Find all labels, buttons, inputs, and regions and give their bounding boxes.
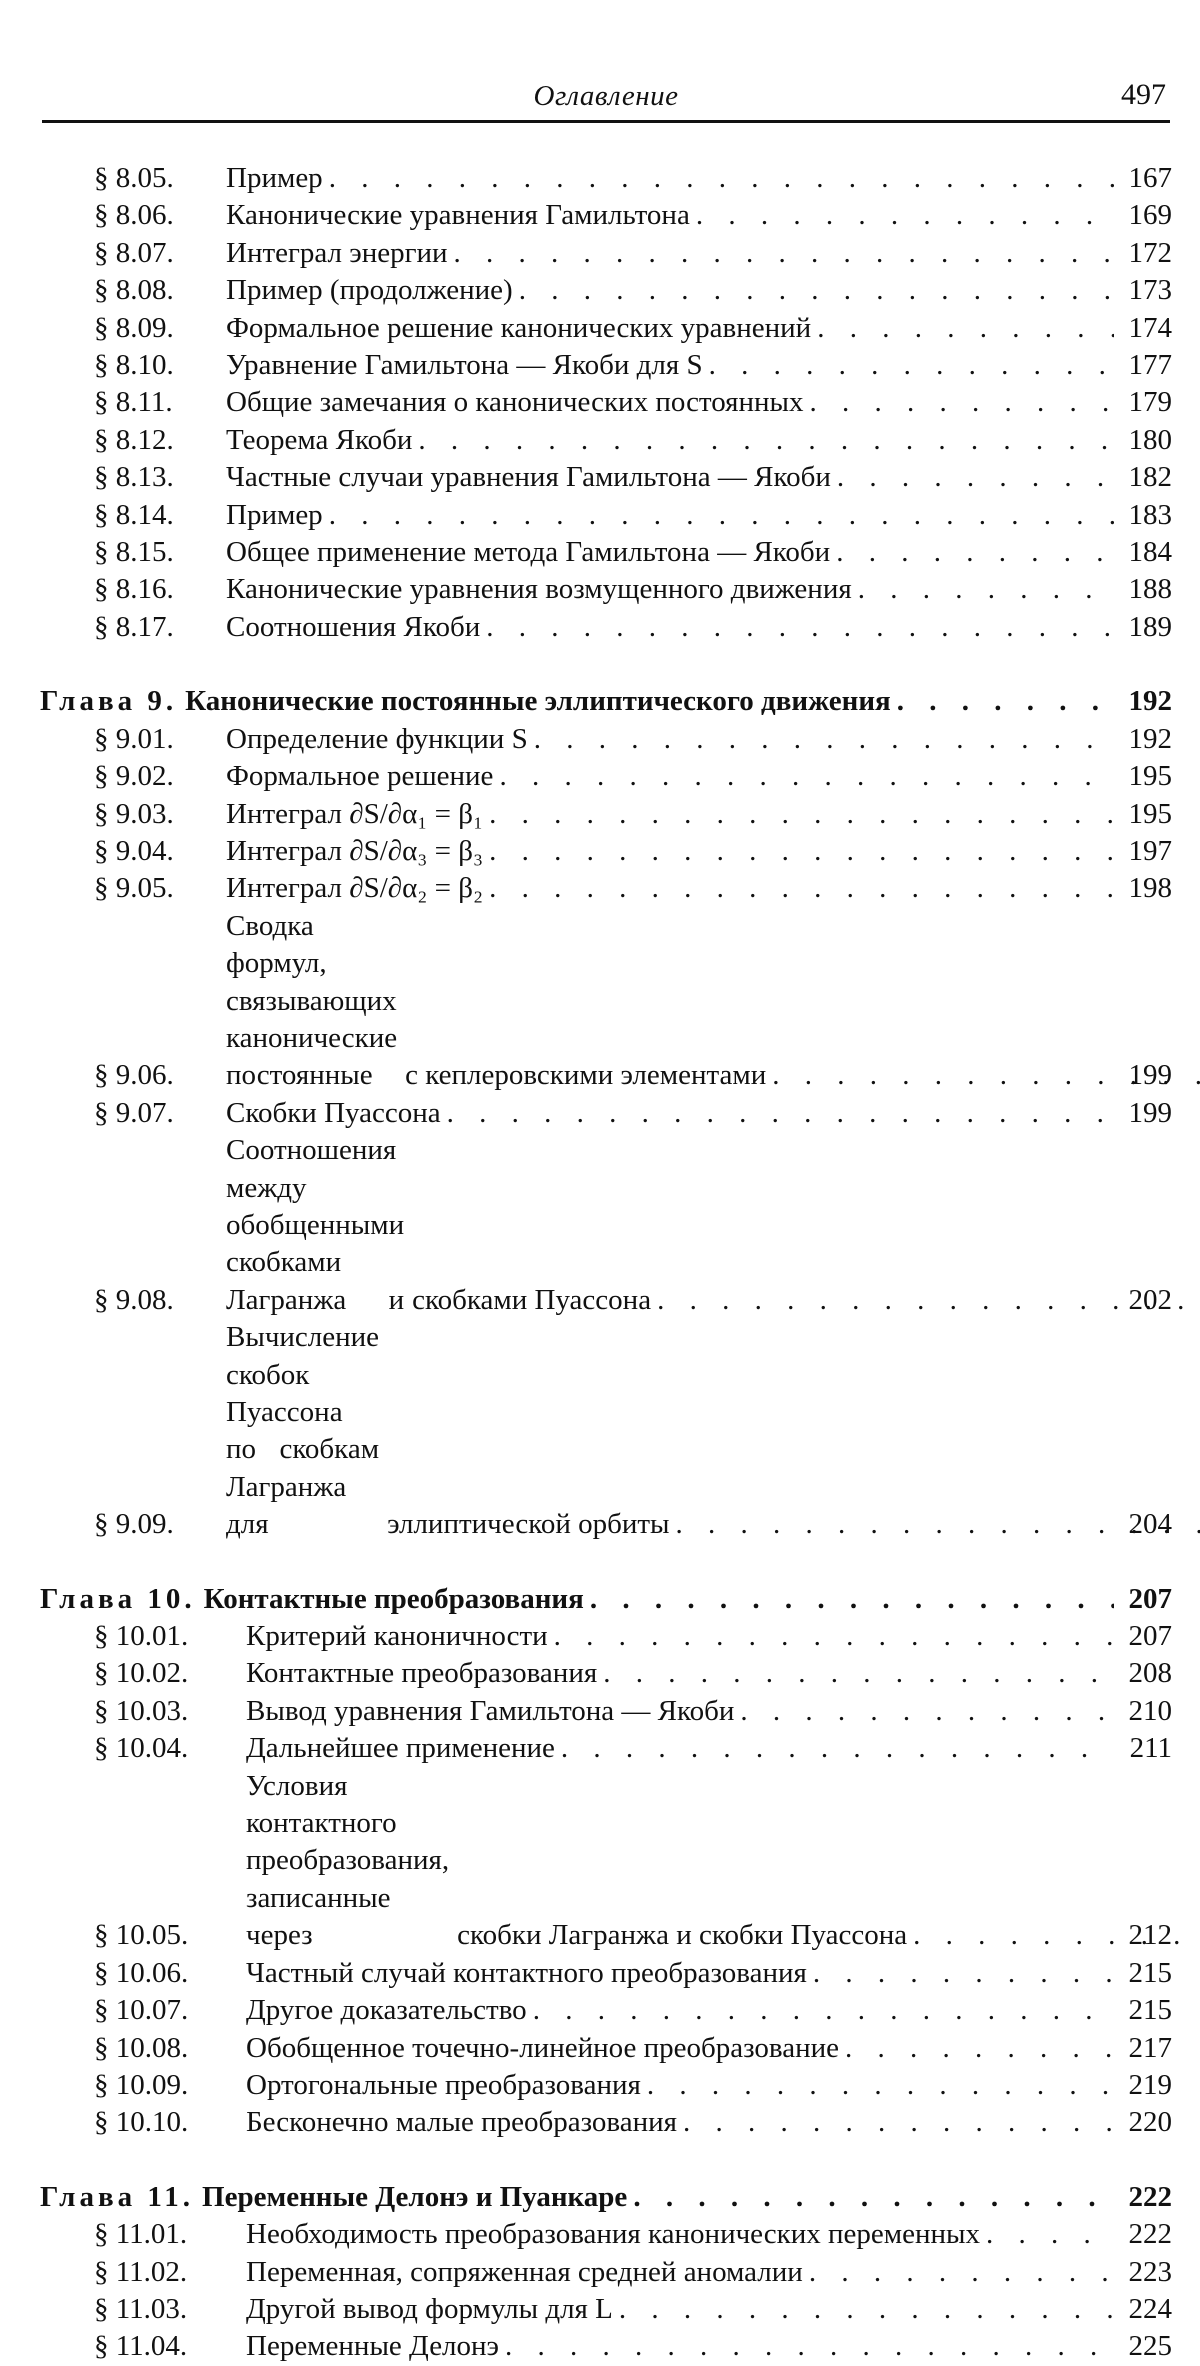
toc-entry[interactable] xyxy=(40,160,1172,197)
dot-leader xyxy=(603,1655,1114,1692)
section-number: § 10.06. xyxy=(94,1956,189,1989)
dot-leader xyxy=(590,1581,1114,1618)
section-number: § 8.15. xyxy=(94,536,174,569)
page-ref: 195 xyxy=(1128,797,1172,830)
dot-leader xyxy=(534,721,1114,758)
section-number: § 8.11. xyxy=(94,386,173,419)
section-title-line2: эллиптической орбиты xyxy=(387,1508,670,1541)
page-ref: 192 xyxy=(1128,722,1172,755)
page-ref: 174 xyxy=(1128,311,1172,344)
section-title: Формальное решение xyxy=(226,760,494,793)
toc-entry[interactable] xyxy=(40,310,1172,347)
dot-leader xyxy=(447,1095,1114,1132)
section-title: Интеграл ∂S/∂α₁ = β₁ xyxy=(226,797,484,830)
section-number: § 10.01. xyxy=(94,1620,189,1653)
section-number: § 10.03. xyxy=(94,1694,189,1727)
page-ref: 184 xyxy=(1128,536,1172,569)
running-title: Оглавление xyxy=(533,80,679,112)
page-ref: 172 xyxy=(1128,236,1172,269)
dot-leader xyxy=(810,384,1114,421)
toc-entry[interactable] xyxy=(40,2216,1172,2253)
section-title: Соотношения Якоби xyxy=(226,610,481,643)
section-title: Ортогональные преобразования xyxy=(246,2068,641,2101)
section-number: § 11.02. xyxy=(94,2255,188,2288)
table-of-contents xyxy=(40,160,1172,2366)
page-ref: 202 xyxy=(1128,1283,1172,1316)
section-title: Канонические уравнения Гамильтона xyxy=(226,199,690,232)
dot-leader xyxy=(489,796,1114,833)
page-ref: 173 xyxy=(1128,274,1172,307)
section-number: § 8.07. xyxy=(94,236,174,269)
page-ref: 217 xyxy=(1128,2031,1172,2064)
section-title-line2: скобки Лагранжа и скобки Пуассона xyxy=(457,1919,908,1952)
section-title: Бесконечно малые преобразования xyxy=(246,2106,677,2139)
section-number: § 8.08. xyxy=(94,274,174,307)
section-title: Канонические уравнения возмущенного движения xyxy=(226,573,852,606)
page-ref: 220 xyxy=(1128,2106,1172,2139)
section-title: Переменная, сопряженная средней аномалии xyxy=(246,2255,803,2288)
dot-leader xyxy=(696,197,1114,234)
section-number: § 10.10. xyxy=(94,2106,189,2139)
page-ref: 195 xyxy=(1128,760,1172,793)
page-ref: 224 xyxy=(1128,2292,1172,2325)
chapter-title: Переменные Делонэ и Пуанкаре xyxy=(202,2180,628,2213)
section-title-line1: Условия контактного преобразования, записанные через xyxy=(246,1769,450,1952)
section-number: § 11.01. xyxy=(94,2218,188,2251)
dot-leader xyxy=(836,534,1114,571)
spacer xyxy=(40,1544,1172,1581)
section-number: § 8.17. xyxy=(94,610,174,643)
toc-entry[interactable] xyxy=(40,571,1172,608)
dot-leader xyxy=(837,459,1114,496)
page-ref: 225 xyxy=(1128,2330,1172,2363)
page-ref: 215 xyxy=(1128,1956,1172,1989)
toc-entry[interactable] xyxy=(40,796,1172,833)
chapter-label: Глава 10. xyxy=(40,1582,196,1615)
section-title: Критерий каноничности xyxy=(246,1620,548,1653)
section-title: Пример (продолжение) xyxy=(226,274,513,307)
section-number: § 8.05. xyxy=(94,162,174,194)
page-ref: 212 xyxy=(1128,1919,1172,1952)
page-ref: 183 xyxy=(1128,498,1172,531)
section-number: § 10.04. xyxy=(94,1732,189,1765)
section-number: § 8.14. xyxy=(94,498,174,531)
toc-entry[interactable] xyxy=(40,2030,1172,2067)
section-title: Необходимость преобразования канонических переменных xyxy=(246,2218,981,2251)
dot-leader xyxy=(813,1955,1114,1992)
chapter-title: Канонические постоянные эллиптического движения xyxy=(185,685,891,718)
toc-entry-multiline[interactable] xyxy=(40,908,1172,1095)
toc-entry[interactable] xyxy=(40,384,1172,421)
dot-leader xyxy=(657,1282,1200,1319)
section-number: § 10.02. xyxy=(94,1657,189,1690)
section-title: Скобки Пуассона xyxy=(226,1096,441,1129)
toc-entry[interactable] xyxy=(40,1730,1172,1767)
page-ref: 169 xyxy=(1128,199,1172,232)
dot-leader xyxy=(986,2216,1114,2253)
dot-leader xyxy=(533,1992,1114,2029)
section-number: § 11.04. xyxy=(94,2330,188,2363)
page-ref: 197 xyxy=(1128,834,1172,867)
section-number: § 9.08. xyxy=(94,1283,174,1316)
dot-leader xyxy=(619,2291,1114,2328)
toc-entry[interactable] xyxy=(40,870,1172,907)
toc-entry[interactable] xyxy=(40,721,1172,758)
section-title: Частный случай контактного преобразования xyxy=(246,1956,807,1989)
toc-entry[interactable] xyxy=(40,758,1172,795)
page-ref: 182 xyxy=(1128,461,1172,494)
section-number: § 10.09. xyxy=(94,2068,189,2101)
toc-entry[interactable] xyxy=(40,1618,1172,1655)
page-ref: 189 xyxy=(1128,610,1172,643)
section-number: § 8.13. xyxy=(94,461,174,494)
section-number: § 8.12. xyxy=(94,423,174,456)
chapter-label: Глава 11. xyxy=(40,2180,195,2213)
chapter-title: Контактные преобразования xyxy=(203,1582,584,1615)
section-title-line1: Соотношения между обобщенными скобками Лагранжа и xyxy=(226,1134,405,1316)
dot-leader xyxy=(329,160,1114,197)
toc-entry[interactable] xyxy=(40,534,1172,571)
section-number: § 9.07. xyxy=(94,1096,174,1129)
toc-entry[interactable] xyxy=(40,1992,1172,2029)
section-number: § 11.03. xyxy=(94,2292,188,2325)
dot-leader xyxy=(418,422,1114,459)
toc-entry[interactable] xyxy=(40,235,1172,272)
dot-leader xyxy=(633,2179,1114,2216)
dot-leader xyxy=(454,235,1114,272)
section-title: Определение функции S xyxy=(226,722,528,755)
dot-leader xyxy=(519,272,1114,309)
page-ref: 177 xyxy=(1128,349,1172,382)
page-ref: 208 xyxy=(1128,1657,1172,1690)
chapter-label: Глава 9. xyxy=(40,685,178,718)
page-ref: 222 xyxy=(1128,2218,1172,2251)
section-number: § 8.16. xyxy=(94,573,174,606)
toc-entry[interactable] xyxy=(40,1693,1172,1730)
section-title-line1: Сводка формул, связывающих канонические постоянные xyxy=(226,909,398,1092)
page-ref: 204 xyxy=(1128,1508,1172,1541)
section-title: Пример xyxy=(226,162,323,194)
section-title: Интеграл ∂S/∂α₂ = β₂ xyxy=(226,872,484,905)
toc-entry[interactable] xyxy=(40,2291,1172,2328)
page-ref: 222 xyxy=(1128,2180,1172,2213)
section-title: Интеграл энергии xyxy=(226,236,448,269)
page-ref: 223 xyxy=(1128,2255,1172,2288)
page-ref: 180 xyxy=(1128,423,1172,456)
page-ref: 198 xyxy=(1128,872,1172,905)
dot-leader xyxy=(817,310,1114,347)
page-ref: 207 xyxy=(1128,1582,1172,1615)
toc-entry[interactable] xyxy=(40,347,1172,384)
toc-entry-multiline[interactable] xyxy=(40,1768,1172,1955)
section-title: Дальнейшее применение xyxy=(246,1732,555,1765)
section-number: § 9.01. xyxy=(94,722,174,755)
toc-entry-multiline[interactable] xyxy=(40,1132,1172,1319)
section-number: § 8.06. xyxy=(94,199,174,232)
dot-leader xyxy=(486,609,1114,646)
chapter-heading[interactable] xyxy=(40,1581,1172,1618)
toc-entry[interactable] xyxy=(40,609,1172,646)
section-number: § 9.06. xyxy=(94,1059,174,1092)
section-number: § 9.05. xyxy=(94,872,174,905)
dot-leader xyxy=(329,497,1114,534)
toc-entry[interactable] xyxy=(40,2328,1172,2365)
toc-entry[interactable] xyxy=(40,2104,1172,2141)
section-title: Формальное решение канонических уравнений xyxy=(226,311,812,344)
toc-entry[interactable] xyxy=(40,422,1172,459)
section-number: § 10.07. xyxy=(94,1994,189,2027)
page-ref: 199 xyxy=(1128,1059,1172,1092)
section-number: § 10.08. xyxy=(94,2031,189,2064)
section-number: § 8.10. xyxy=(94,349,174,382)
page-ref: 192 xyxy=(1128,685,1172,718)
page-ref: 179 xyxy=(1128,386,1172,419)
page-number: 497 xyxy=(1121,78,1166,111)
toc-entry[interactable] xyxy=(40,197,1172,234)
section-title: Вывод уравнения Гамильтона — Якоби xyxy=(246,1694,735,1727)
page-ref: 219 xyxy=(1128,2068,1172,2101)
toc-entry[interactable] xyxy=(40,1655,1172,1692)
toc-entry[interactable] xyxy=(40,2067,1172,2104)
toc-entry[interactable] xyxy=(40,833,1172,870)
page-ref: 167 xyxy=(1128,162,1172,194)
dot-leader xyxy=(740,1693,1114,1730)
chapter-heading[interactable] xyxy=(40,2179,1172,2216)
section-title: Обобщенное точечно-линейное преобразование xyxy=(246,2031,839,2064)
running-header xyxy=(42,72,1170,123)
section-number: § 8.09. xyxy=(94,311,174,344)
section-title: Уравнение Гамильтона — Якоби для S xyxy=(226,349,703,382)
section-title: Другое доказательство xyxy=(246,1994,527,2027)
dot-leader xyxy=(489,870,1114,907)
toc-entry[interactable] xyxy=(40,2254,1172,2291)
dot-leader xyxy=(809,2254,1114,2291)
section-title: Интеграл ∂S/∂α₃ = β₃ xyxy=(226,834,484,867)
page-ref: 188 xyxy=(1128,573,1172,606)
dot-leader xyxy=(858,571,1114,608)
dot-leader xyxy=(845,2030,1114,2067)
toc-entry[interactable] xyxy=(40,1095,1172,1132)
section-title-line2: скобками Пуассона xyxy=(412,1283,652,1316)
section-title: Общее применение метода Гамильтона — Якоби xyxy=(226,536,831,569)
page-ref: 199 xyxy=(1128,1096,1172,1129)
page-ref: 215 xyxy=(1128,1994,1172,2027)
page-ref: 207 xyxy=(1128,1620,1172,1653)
dot-leader xyxy=(554,1618,1114,1655)
section-title: Контактные преобразования xyxy=(246,1657,598,1690)
section-number: § 9.04. xyxy=(94,834,174,867)
dot-leader xyxy=(897,683,1114,720)
section-number: § 10.05. xyxy=(94,1919,189,1952)
section-title: Другой вывод формулы для L xyxy=(246,2292,613,2325)
section-number: § 9.03. xyxy=(94,797,174,830)
chapter-heading[interactable] xyxy=(40,683,1172,720)
toc-entry[interactable] xyxy=(40,459,1172,496)
toc-entry[interactable] xyxy=(40,497,1172,534)
dot-leader xyxy=(647,2067,1114,2104)
dot-leader xyxy=(683,2104,1114,2141)
dot-leader xyxy=(489,833,1114,870)
dot-leader xyxy=(709,347,1114,384)
section-number: § 9.09. xyxy=(94,1508,174,1541)
section-title: Общие замечания о канонических постоянных xyxy=(226,386,804,419)
dot-leader xyxy=(561,1730,1114,1767)
toc-entry[interactable] xyxy=(40,272,1172,309)
section-title: Частные случаи уравнения Гамильтона — Якоби xyxy=(226,461,831,494)
dot-leader xyxy=(499,758,1114,795)
page-ref: 210 xyxy=(1128,1694,1172,1727)
section-title-line2: с кеплеровскими элементами xyxy=(405,1059,767,1092)
spacer xyxy=(40,2142,1172,2179)
section-title: Пример xyxy=(226,498,323,531)
section-title: Переменные Делонэ xyxy=(246,2330,499,2363)
page-ref: 211 xyxy=(1129,1732,1172,1765)
toc-entry[interactable] xyxy=(40,1955,1172,1992)
section-number: § 9.02. xyxy=(94,760,174,793)
section-title-line1: Вычисление скобок Пуассона по скобкам Лагранжа для xyxy=(226,1321,380,1541)
dot-leader xyxy=(505,2328,1114,2365)
section-title: Теорема Якоби xyxy=(226,423,413,456)
toc-entry-multiline[interactable] xyxy=(40,1319,1172,1543)
spacer xyxy=(40,646,1172,683)
